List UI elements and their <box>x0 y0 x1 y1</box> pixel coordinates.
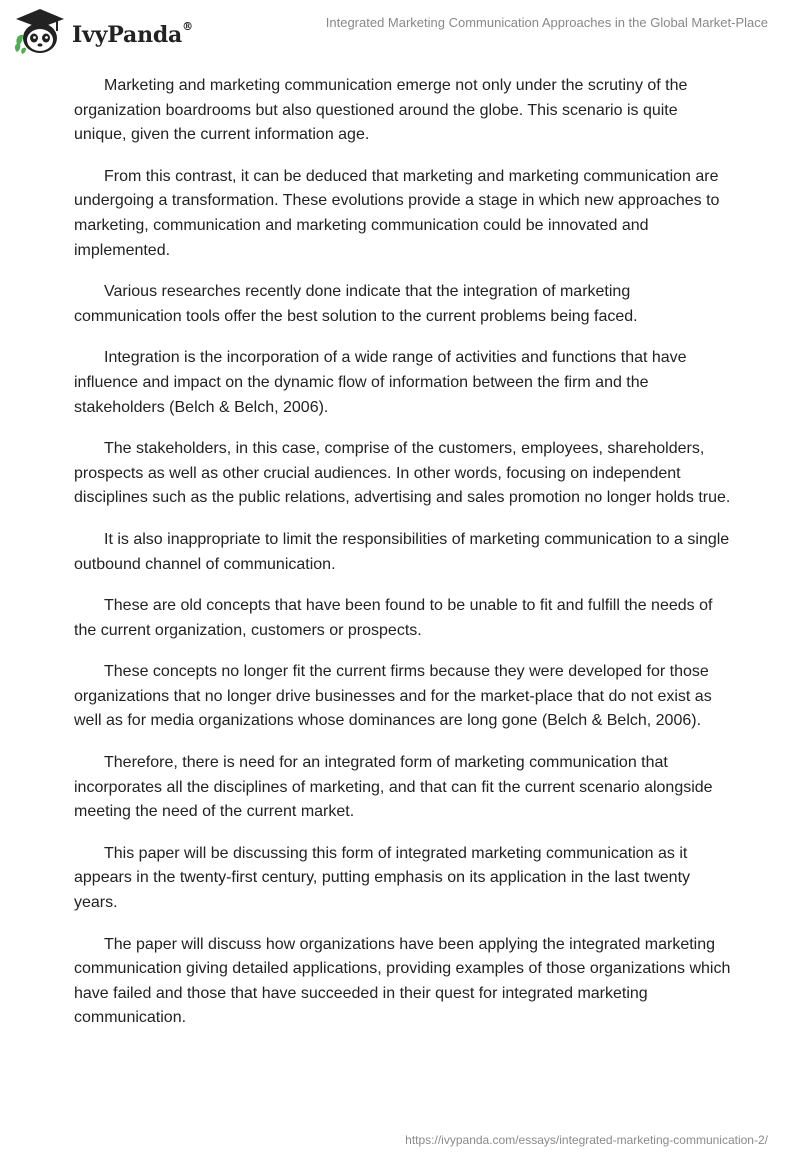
paragraph: These are old concepts that have been found to be unable to fit and fulfill the needs of the current organization, customers or prospects. <box>74 597 713 639</box>
paragraph: It is also inappropriate to limit the responsibilities of marketing communication to a single outbound channel of communication. <box>74 530 730 573</box>
source-url-link[interactable]: https://ivypanda.com/essays/integrated-marketing-communication-2/ <box>405 1133 768 1147</box>
paragraph: This paper will be discussing this form of integrated marketing communication as it appears in the twenty-first century, putting emphasis on its application in the last twenty years. <box>74 844 691 912</box>
paragraph: The paper will discuss how organizations have been applying the integrated marketing communication giving detailed applications, providing examples of those organizations which have failed and those that have succeeded in their quest for integrated marketing communication. <box>74 935 731 1027</box>
paragraph: Integration is the incorporation of a wide range of activities and functions that have influence and impact on the dynamic flow of information between the firm and the stakeholders (Belch & Belch, 2006). <box>74 349 687 416</box>
registered-mark: ® <box>182 20 193 33</box>
paragraph: These concepts no longer fit the current firms because they were developed for those organizations that no longer drive businesses and for the market-place that do not exist as well as for media organizations whose dominances are long gone (Belch & Belch, 2006). <box>74 663 712 730</box>
paragraph: Therefore, there is need for an integrated form of marketing communication that incorporates all the disciplines of marketing, and that can fit the current scenario alongside meeting the need of the current market. <box>74 754 713 821</box>
ivypanda-logo[interactable] <box>12 6 193 58</box>
paragraph: Marketing and marketing communication emerge not only under the scrutiny of the organization boardrooms but also questioned around the globe. This scenario is quite unique, given the current information age. <box>74 77 688 144</box>
paragraph: Various researches recently done indicate that the integration of marketing communication tools offer the best solution to the current problems being faced. <box>74 283 638 325</box>
document-title: Integrated Marketing Communication Approaches in the Global Market-Place <box>325 15 768 30</box>
paragraph: From this contrast, it can be deduced that marketing and marketing communication are undergoing a transformation. These evolutions provide a stage in which new approaches to marketing, communication and marketing communication could be innovated and implemented. <box>74 167 720 259</box>
paragraph: The stakeholders, in this case, comprise of the customers, employees, shareholders, prospects as well as other crucial audiences. In other words, focusing on independent disciplines such as the public relations, advertising and sales promotion no longer holds true. <box>74 440 731 507</box>
page-header <box>0 0 800 70</box>
logo-wordmark: IvyPanda® <box>72 20 193 48</box>
panda-graduate-icon <box>12 6 68 58</box>
essay-body <box>74 74 734 1048</box>
